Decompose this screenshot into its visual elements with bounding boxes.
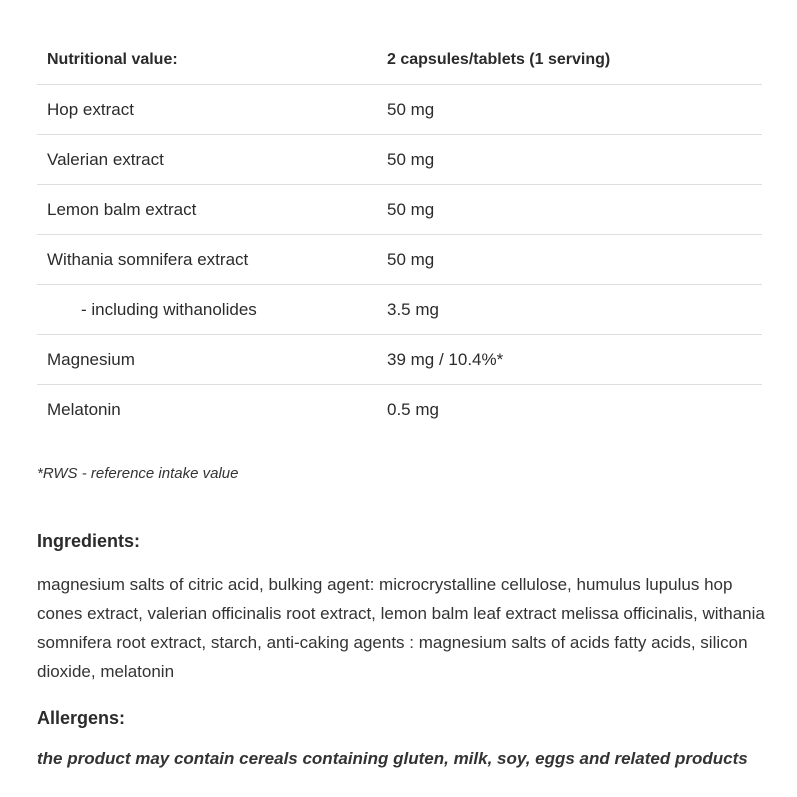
header-name-cell: Nutritional value: — [47, 51, 178, 68]
row-value-cell: 50 mg — [387, 149, 435, 169]
row-value-cell: 39 mg / 10.4%* — [387, 349, 504, 369]
row-value-cell: 0.5 mg — [387, 400, 439, 419]
row-name-cell: Withania somnifera extract — [47, 249, 249, 269]
row-value-cell: 50 mg — [387, 249, 435, 269]
row-name-cell: Hop extract — [47, 99, 134, 119]
row-value-cell: 50 mg — [387, 99, 435, 119]
row-name-cell: Melatonin — [47, 400, 121, 419]
table-header-row — [37, 36, 762, 85]
row-value-cell: 50 mg — [387, 199, 435, 219]
table-row — [37, 385, 762, 435]
row-value-cell: 3.5 mg — [387, 299, 439, 319]
table-row — [37, 335, 762, 385]
row-name-cell: - including withanolides — [81, 299, 257, 319]
table-row — [37, 185, 762, 235]
table-row — [37, 285, 762, 335]
row-name-cell: Valerian extract — [47, 149, 164, 169]
nutrition-table — [37, 36, 762, 435]
row-name-cell: Magnesium — [47, 349, 135, 369]
header-value-cell: 2 capsules/tablets (1 serving) — [387, 51, 611, 68]
ingredients-heading: Ingredients: — [37, 531, 141, 551]
reference-intake-footnote: *RWS - reference intake value — [37, 465, 239, 482]
ingredients-text: magnesium salts of citric acid, bulking agent: microcrystalline cellulose, humulus lupulus hop cones extract, valerian officinalis root extract, lemon balm leaf extract melissa officinalis, withania somnifera root extract, starch, anti-caking agents : magnesium salts of acids fatty acids, silicon dioxide, melatonin — [37, 575, 765, 681]
table-row — [37, 85, 762, 135]
table-row — [37, 135, 762, 185]
allergens-heading: Allergens: — [37, 708, 126, 728]
allergens-text: the product may contain cereals containing gluten, milk, soy, eggs and related products — [37, 749, 748, 768]
table-row — [37, 235, 762, 285]
row-name-cell: Lemon balm extract — [47, 199, 197, 219]
